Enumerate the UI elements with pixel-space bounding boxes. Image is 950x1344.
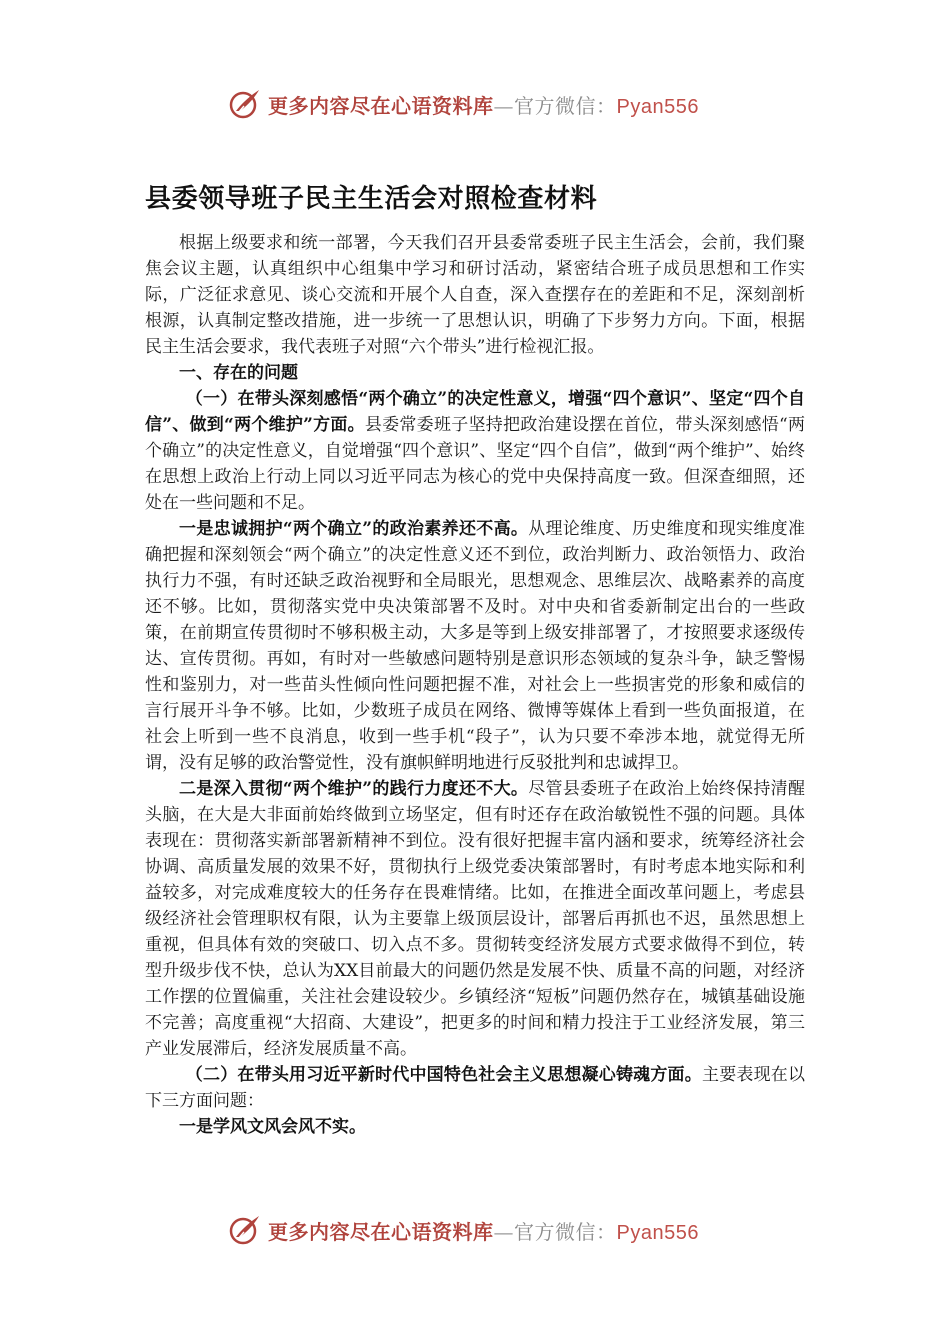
point-3-heading: 一是学风文风会风不实。 [179, 1117, 366, 1137]
banner-wechat-id: Pyan556 [616, 95, 699, 118]
banner-wechat-label: 官方微信： [514, 93, 617, 118]
quill-logo-icon [228, 1213, 262, 1247]
header-banner [228, 84, 748, 124]
quill-logo-icon [228, 87, 262, 121]
point-2 [145, 776, 805, 1062]
footer-wechat-label: 官方微信： [514, 1219, 617, 1244]
point-3 [145, 1114, 805, 1140]
subsection-1-text: 县委常委班子坚持把政治建设摆在首位，带头深刻感悟“两个确立”的决定性意义，自觉增强“四个意识”、坚定“四个自信”，做到“两个维护”、始终在思想上政治上行动上同以习近平同志为核心的党中央保持高度一致。但深查细照，还处在一些问题和不足。 [145, 415, 805, 513]
banner-separator: — [493, 93, 514, 118]
point-2-text: 尽管县委班子在政治上始终保持清醒头脑，在大是大非面前始终做到立场坚定，但有时还存在政治敏锐性不强的问题。具体表现在：贯彻落实新部署新精神不到位。没有很好把握丰富内涵和要求，统筹经济社会协调、高质量发展的效果不好，贯彻执行上级党委决策部署时，有时考虑本地实际和利益较多，对完成难度较大的任务存在畏难情绪。比如，在推进全面改革问题上，考虑县级经济社会管理职权有限，认为主要靠上级顶层设计，部署后再抓也不迟，虽然思想上重视，但具体有效的突破口、切入点不多。贯彻转变经济发展方式要求做得不到位，转型升级步伐不快，总认为XX目前最大的问题仍然是发展不快、质量不高的问题，对经济工作摆的位置偏重，关注社会建设较少。乡镇经济“短板”问题仍然存在，城镇基础设施不完善；高度重视“大招商、大建设”，把更多的时间和精力投注于工业经济发展，第三产业发展滞后，经济发展质量不高。 [145, 779, 805, 1059]
point-1-text: 从理论维度、历史维度和现实维度准确把握和深刻领会“两个确立”的决定性意义还不到位，政治判断力、政治领悟力、政治执行力不强，有时还缺乏政治视野和全局眼光，思想观念、思维层次、战略素养的高度还不够。比如，贯彻落实党中央决策部署不及时。对中央和省委新制定出台的一些政策，在前期宣传贯彻时不够积极主动，大多是等到上级安排部署了，才按照要求逐级传达、宣传贯彻。再如，有时对一些敏感问题特别是意识形态领域的复杂斗争，缺乏警惕性和鉴别力，对一些苗头性倾向性问题把握不准，对社会上一些损害党的形象和威信的言行展开斗争不够。比如，少数班子成员在网络、微博等媒体上看到一些负面报道，在社会上听到一些不良消息，收到一些手机“段子”，认为只要不牵涉本地，就觉得无所谓，没有足够的政治警觉性，没有旗帜鲜明地进行反驳批判和忠诚捍卫。 [145, 519, 805, 773]
document-body [145, 230, 805, 1140]
point-2-heading: 二是深入贯彻“两个维护”的践行力度还不大。 [179, 779, 529, 799]
footer-wechat-id: Pyan556 [616, 1221, 699, 1244]
point-1 [145, 516, 805, 776]
subsection-1 [145, 386, 805, 516]
banner-brand-text: 更多内容尽在心语资料库 [268, 93, 494, 118]
document-title: 县委领导班子民主生活会对照检查材料 [145, 184, 598, 214]
intro-paragraph: 根据上级要求和统一部署，今天我们召开县委常委班子民主生活会，会前，我们聚焦会议主题，认真组织中心组集中学习和研讨活动，紧密结合班子成员思想和工作实际，广泛征求意见、谈心交流和开展个人自查，深入查摆存在的差距和不足，深刻剖析根源，认真制定整改措施，进一步统一了思想认识，明确了下步努力方向。下面，根据民主生活会要求，我代表班子对照“六个带头”进行检视汇报。 [145, 233, 805, 357]
section-heading-1: 一、存在的问题 [179, 363, 298, 383]
footer-brand-text: 更多内容尽在心语资料库 [268, 1219, 494, 1244]
subsection-1-heading: （一）在带头深刻感悟“两个确立”的决定性意义，增强“四个意识”、坚定“四个自信”、做到“两个维护”方面。 [145, 389, 805, 435]
subsection-2-heading: （二）在带头用习近平新时代中国特色社会主义思想凝心铸魂方面。 [185, 1065, 702, 1085]
subsection-2 [145, 1062, 805, 1114]
point-1-heading: 一是忠诚拥护“两个确立”的政治素养还不高。 [179, 519, 529, 539]
footer-separator: — [493, 1219, 514, 1244]
footer-banner [228, 1210, 748, 1250]
subsection-2-text: 主要表现在以下三方面问题： [145, 1065, 806, 1111]
